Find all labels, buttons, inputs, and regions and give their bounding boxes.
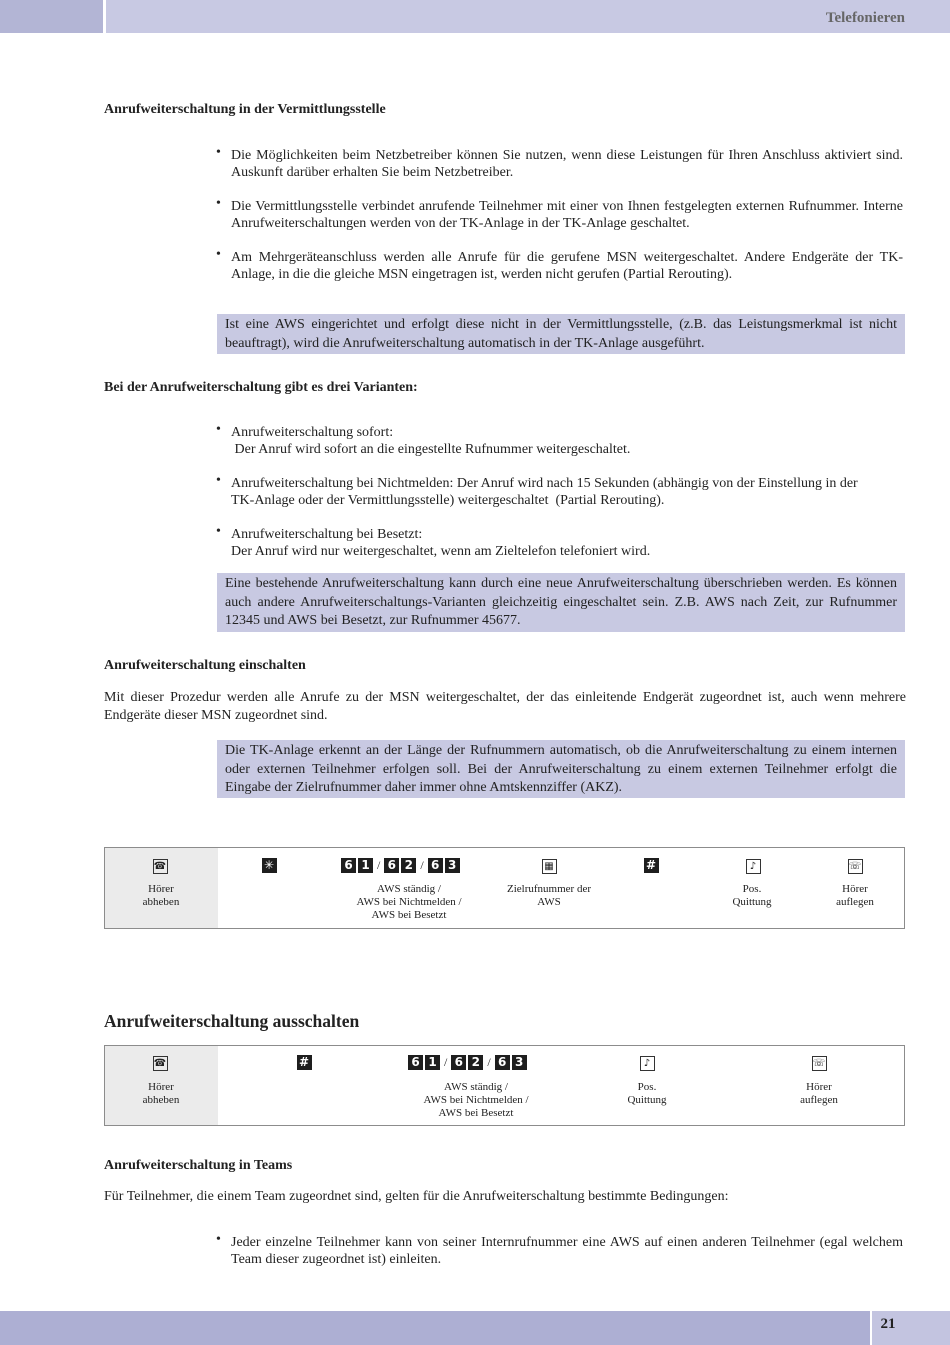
hash-key-icon: #	[296, 1053, 312, 1071]
bullet-icon: •	[216, 1232, 221, 1247]
step-label-pos-quittung: Pos. Quittung	[732, 883, 772, 908]
procedure-panel-ausschalten	[104, 1045, 905, 1126]
list-item	[216, 526, 903, 560]
confirmation-tone-icon: ♪	[639, 1053, 655, 1071]
list-item	[216, 147, 903, 181]
key-3: 3	[512, 1055, 527, 1070]
key-6: 6	[408, 1055, 423, 1070]
key-1: 1	[358, 858, 373, 873]
handset-lift-icon: ☎	[153, 861, 167, 872]
key-1: 1	[425, 1055, 440, 1070]
header-bar	[106, 0, 950, 33]
handset-hangup-icon: ☏	[848, 861, 862, 872]
list-item-line: Anrufweiterschaltung bei Nichtmelden: Der Anruf wird nach 15 Sekunden (abhängig von der Einstellung in der	[231, 476, 858, 491]
step-label-hoerer-auflegen: Hörer auflegen	[836, 883, 874, 908]
list-item-text: Am Mehrgeräteanschluss werden alle Anrufe für die gerufene MSN weitergeschaltet. Andere Endgeräte der TK-Anlage, in die die gleiche MSN eingetragen ist, werden nicht gerufen (Partial Rerouting).	[231, 250, 903, 282]
info-note: Die TK-Anlage erkennt an der Länge der Rufnummern automatisch, ob die Anrufweiterschaltung zu einem internen oder externen Teilnehmer erfolgen soll. Bei der Anrufweiterschaltung zu einem externen Teilnehmer erfolgt die Eingabe der Zielrufnummer daher immer ohne Amtskennziffer (AKZ).	[217, 740, 905, 798]
bullet-icon: •	[216, 247, 221, 262]
list-item	[216, 198, 903, 232]
list-item-line: Der Anruf wird sofort an die eingestellte Rufnummer weitergeschaltet.	[231, 442, 631, 457]
step-label-aws-variante: AWS ständig / AWS bei Nichtmelden / AWS bei Besetzt	[356, 883, 462, 921]
header-bar-left	[0, 0, 103, 33]
bullet-icon: •	[216, 524, 221, 539]
keypad-icon: ▦	[541, 856, 557, 874]
key-3: 3	[445, 858, 460, 873]
step-label-hoerer-auflegen: Hörer auflegen	[800, 1081, 838, 1106]
footer-bar	[0, 1311, 870, 1345]
info-note: Ist eine AWS eingerichtet und erfolgt diese nicht in der Vermittlungsstelle, (z.B. das Leistungsmerkmal ist nicht beauftragt), wird die Anrufweiterschaltung automatisch in der TK-Anlage ausgeführt.	[217, 314, 905, 354]
list-item	[216, 249, 903, 283]
list-item	[216, 475, 903, 509]
confirmation-tone-icon: ♪	[745, 856, 761, 874]
step-label-aws-variante: AWS ständig / AWS bei Nichtmelden / AWS bei Besetzt	[423, 1081, 529, 1119]
list-item-line: Anrufweiterschaltung bei Besetzt:	[231, 527, 423, 542]
bullet-icon: •	[216, 473, 221, 488]
key-2: 2	[401, 858, 416, 873]
key-2: 2	[468, 1055, 483, 1070]
key-6: 6	[495, 1055, 510, 1070]
hash-key-icon: #	[643, 856, 659, 874]
code-keys: 6 1 / 6 2 / 6 3	[408, 1053, 548, 1071]
procedure-panel-einschalten	[104, 847, 905, 929]
step-label-hoerer-abheben: Hörer abheben	[142, 883, 180, 908]
step-label-hoerer-abheben: Hörer abheben	[142, 1081, 180, 1106]
handset-hangup-icon: ☏	[812, 1058, 826, 1069]
key-6: 6	[451, 1055, 466, 1070]
list-item-text: Die Möglichkeiten beim Netzbetreiber können Sie nutzen, wenn diese Leistungen für Ihren Anschluss aktiviert sind. Auskunft darüber erhalten Sie beim Netzbetreiber.	[231, 148, 903, 180]
list-item	[216, 424, 903, 458]
list-item-line: TK-Anlage oder der Vermittlungsstelle) weitergeschaltet (Partial Rerouting).	[231, 493, 665, 508]
bullet-icon: •	[216, 145, 221, 160]
list-item-line: Der Anruf wird nur weitergeschaltet, wenn am Zieltelefon telefoniert wird.	[231, 544, 651, 559]
star-key-icon: ✳	[261, 856, 277, 874]
key-6: 6	[428, 858, 443, 873]
list-item-text: Jeder einzelne Teilnehmer kann von seiner Internrufnummer eine AWS auf einen anderen Teilnehmer (egal welchem Team dieser zugeordnet ist) einleiten.	[231, 1235, 903, 1267]
list-item-text: Die Vermittlungsstelle verbindet anrufende Teilnehmer mit einer von Ihnen festgelegten externen Rufnummer. Interne Anrufweiterschaltungen werden von der TK-Anlage in der TK-Anlage geschaltet.	[231, 199, 903, 231]
paragraph: Mit dieser Prozedur werden alle Anrufe zu der MSN weitergeschaltet, der das einleitende Endgerät zugeordnet ist, auch wenn mehrere Endgeräte dieser MSN zugeordnet sind.	[104, 690, 906, 723]
list-item	[216, 1234, 903, 1268]
list-item-line: Anrufweiterschaltung sofort:	[231, 425, 394, 440]
key-6: 6	[384, 858, 399, 873]
section-heading-vermittlungsstelle: Anrufweiterschaltung in der Vermittlungsstelle	[104, 102, 386, 117]
bullet-icon: •	[216, 196, 221, 211]
chapter-title: Telefonieren	[825, 10, 905, 26]
key-6: 6	[341, 858, 356, 873]
info-note: Eine bestehende Anrufweiterschaltung kann durch eine neue Anrufweiterschaltung überschrieben werden. Es können auch andere Anrufweiterschaltungs-Varianten gleichzeitig eingeschaltet sein. Z.B. AWS nach Zeit, zur Rufnummer 12345 und AWS bei Besetzt, zur Rufnummer 45677.	[217, 573, 905, 632]
section-heading-einschalten: Anrufweiterschaltung einschalten	[104, 658, 306, 673]
section-heading-ausschalten: Anrufweiterschaltung ausschalten	[104, 1011, 360, 1031]
bullet-icon: •	[216, 422, 221, 437]
page-number: 21	[880, 1316, 896, 1332]
handset-lift-icon: ☎	[153, 1058, 167, 1069]
step-label-zielrufnummer: Zielrufnummer der AWS	[507, 883, 591, 908]
section-heading-teams: Anrufweiterschaltung in Teams	[104, 1158, 293, 1173]
section-heading-varianten: Bei der Anrufweiterschaltung gibt es drei Varianten:	[104, 380, 418, 395]
paragraph: Für Teilnehmer, die einem Team zugeordnet sind, gelten für die Anrufweiterschaltung bestimmte Bedingungen:	[104, 1189, 729, 1204]
step-label-pos-quittung: Pos. Quittung	[627, 1081, 667, 1106]
code-keys: 6 1 / 6 2 / 6 3	[341, 856, 481, 874]
